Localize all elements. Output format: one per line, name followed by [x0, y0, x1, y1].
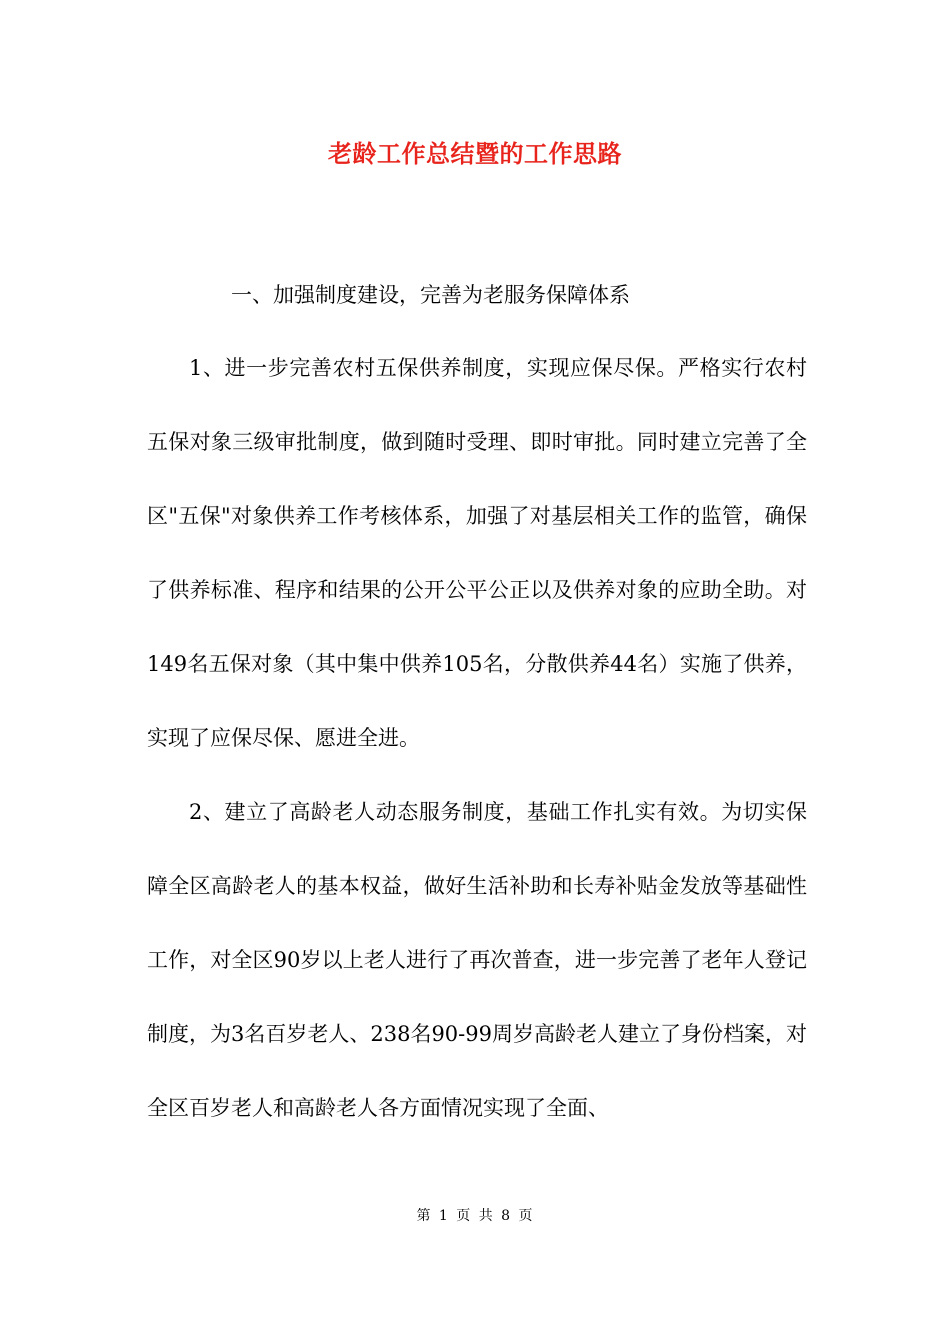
body-paragraph: 2、建立了高龄老人动态服务制度，基础工作扎实有效。为切实保障全区高龄老人的基本权益，做好生活补助和长寿补贴金发放等基础性工作，对全区90岁以上老人进行了再次普查，进一步完善了老年人登记制度，为3名百岁老人、238名90-99周岁高龄老人建立了身份档案，对全区百岁老人和高龄老人各方面情况实现了全面、 [147, 800, 807, 1120]
page-number-footer: 第 1 页 共 8 页 [416, 1208, 534, 1224]
section-heading: 一、加强制度建设，完善为老服务保障体系 [231, 283, 630, 307]
body-paragraph: 1、进一步完善农村五保供养制度，实现应保尽保。严格实行农村五保对象三级审批制度，做到随时受理、即时审批。同时建立完善了全区"五保"对象供养工作考核体系，加强了对基层相关工作的监管，确保了供养标准、程序和结果的公开公平公正以及供养对象的应助全助。对149名五保对象（其中集中供养105名，分散供养44名）实施了供养，实现了应保尽保、愿进全进。 [147, 356, 807, 750]
page-title: 老龄工作总结暨的工作思路 [328, 139, 622, 168]
